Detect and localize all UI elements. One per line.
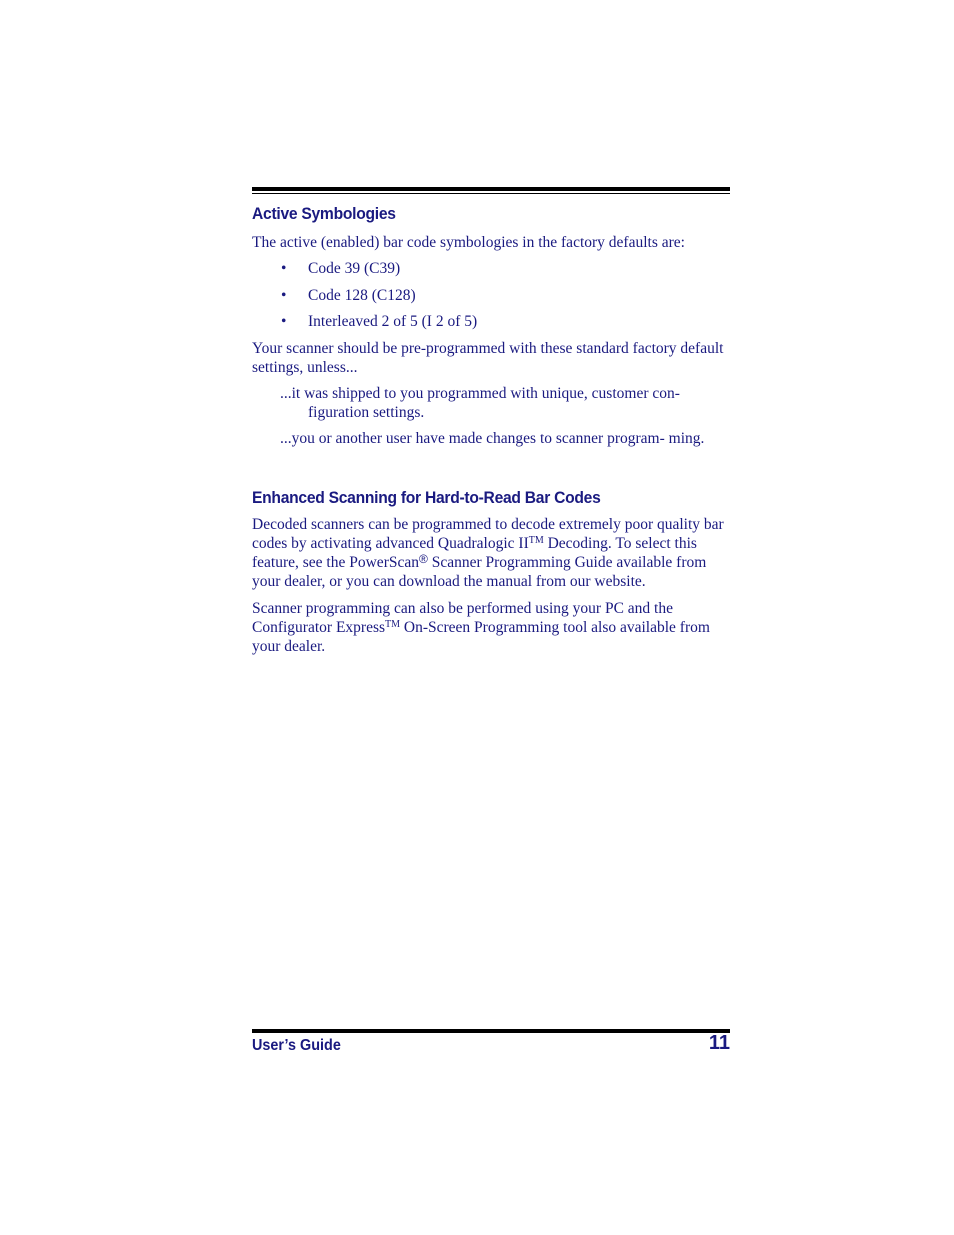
configurator-paragraph: Scanner programming can also be performed using your PC and the Configurator Express™ On-Screen Programming tool also available from your dealer.	[252, 599, 710, 655]
bullet-icon: •	[281, 260, 287, 277]
top-rule-thin	[252, 193, 730, 194]
condition-item: ...it was shipped to you programmed with unique, customer con- figuration settings.	[280, 384, 680, 421]
trademark-mark: TM	[385, 618, 401, 630]
list-item: • Interleaved 2 of 5 (I 2 of 5)	[281, 313, 478, 330]
top-rule-thick	[252, 187, 730, 191]
list-item: • Code 39 (C39)	[281, 260, 401, 277]
page-number: 11	[708, 1032, 730, 1054]
defaults-paragraph: Your scanner should be pre-programmed with these standard factory default settings, unless...	[252, 339, 724, 376]
page-content	[252, 204, 732, 656]
condition-item: ...you or another user have made changes to scanner program- ming.	[280, 429, 705, 447]
footer-title: User’s Guide	[252, 1037, 341, 1054]
registered-mark: ®	[418, 551, 428, 566]
footer-rule	[252, 1029, 730, 1033]
bullet-icon: •	[281, 286, 287, 304]
section-heading-enhanced-scanning: Enhanced Scanning for Hard-to-Read Bar Codes	[252, 487, 601, 507]
section-heading-active-symbologies: Active Symbologies	[252, 204, 396, 223]
enhanced-scanning-paragraph: Decoded scanners can be programmed to decode extremely poor quality bar codes by activating advanced Quadralogic II™ Decoding. To select this feature, see the PowerScan® Scanner Programming Guide available from your dealer, or you can download the manual from our website.	[252, 515, 724, 590]
symbology-list	[252, 259, 732, 331]
list-item: • Code 128 (C128)	[281, 286, 416, 304]
trademark-mark: TM	[528, 534, 544, 546]
bullet-icon: •	[281, 313, 287, 330]
intro-paragraph: The active (enabled) bar code symbologies in the factory defaults are:	[252, 234, 685, 251]
